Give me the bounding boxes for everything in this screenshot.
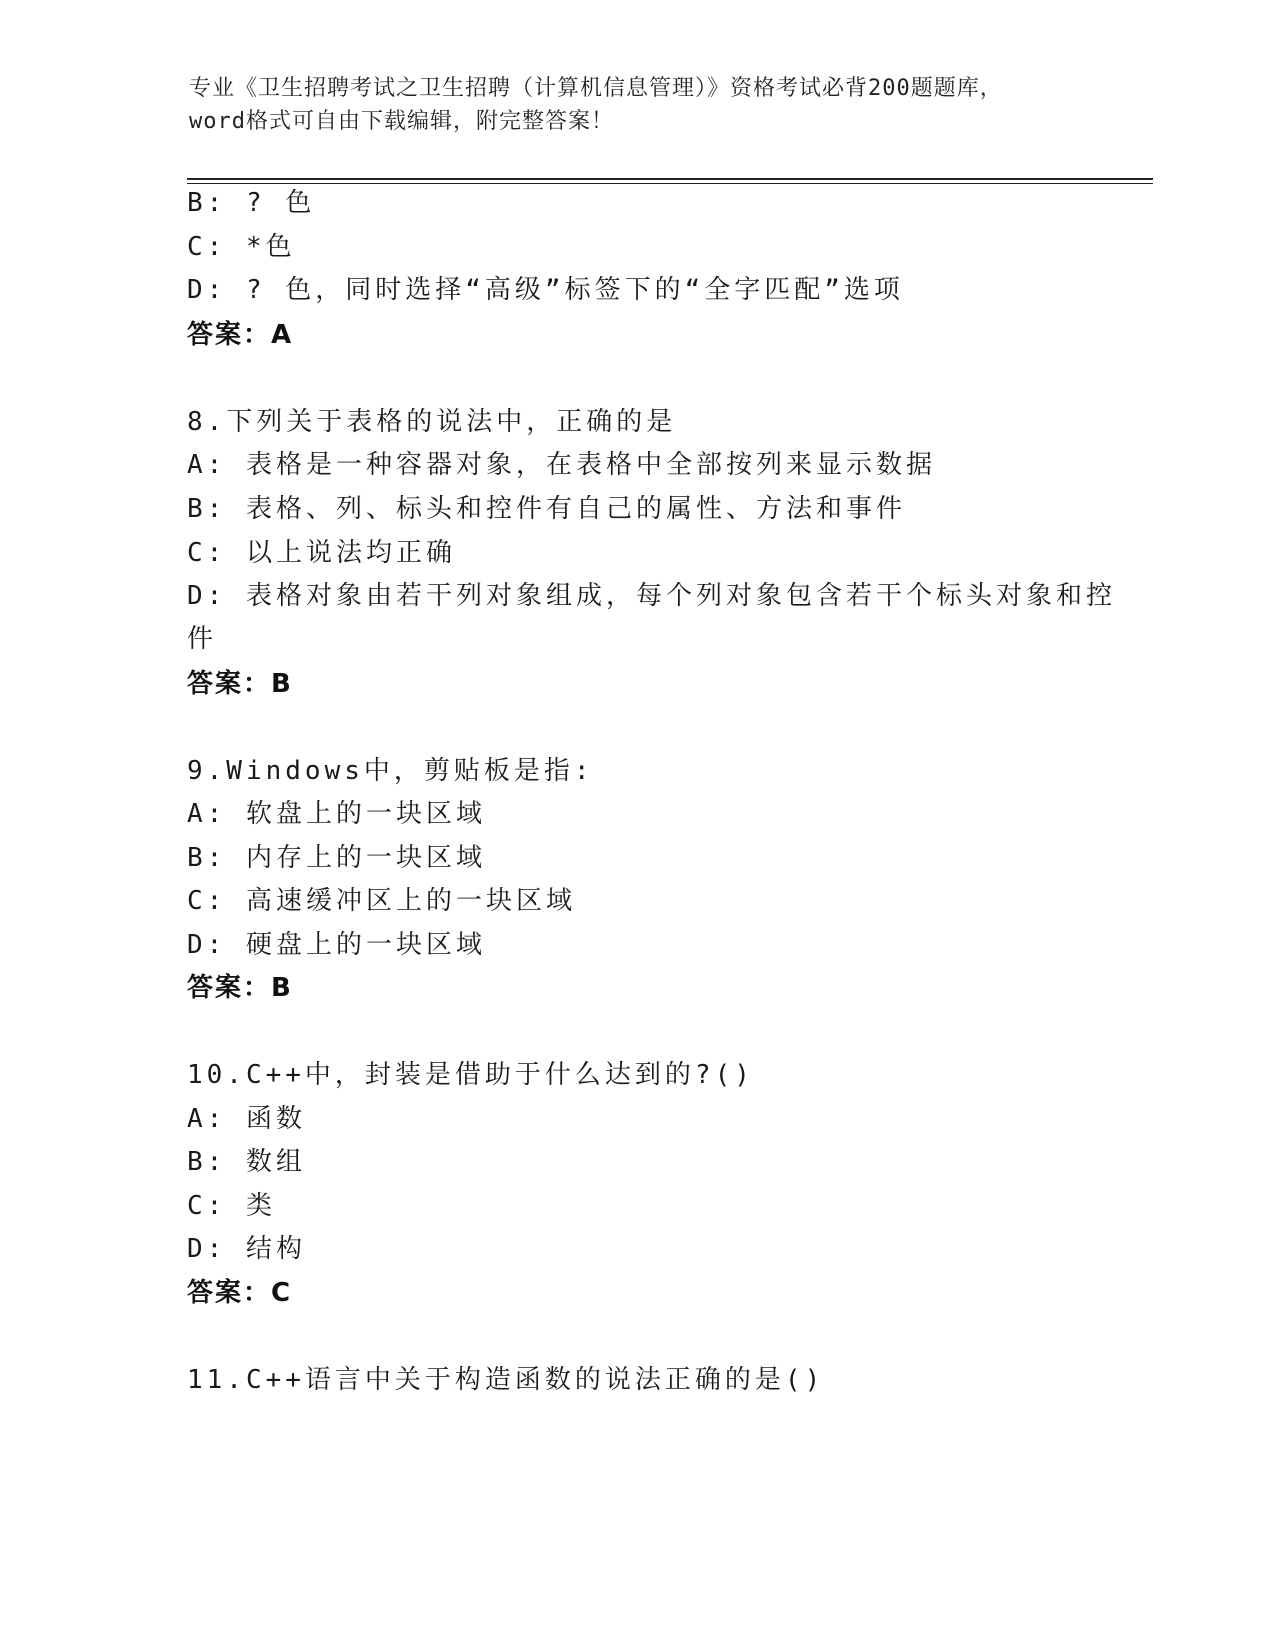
question-9-option-b: B: 内存上的一块区域 <box>187 843 486 873</box>
question-9-option-d: D: 硬盘上的一块区域 <box>187 930 486 960</box>
question-11-stem: 11.C++语言中关于构造函数的说法正确的是() <box>187 1365 825 1395</box>
question-8-option-b: B: 表格、列、标头和控件有自己的属性、方法和事件 <box>187 494 906 524</box>
question-10-answer: 答案：C <box>187 1278 293 1308</box>
document-header <box>189 72 1089 138</box>
question-9-stem: 9.Windows中，剪贴板是指: <box>187 756 594 786</box>
question-8-stem: 8.下列关于表格的说法中，正确的是 <box>187 407 677 437</box>
question-8-option-d-continued: 件 <box>187 624 218 654</box>
prev-option-d: D: ? 色，同时选择“高级”标签下的“全字匹配”选项 <box>187 275 904 305</box>
question-8-option-c: C: 以上说法均正确 <box>187 538 456 568</box>
prev-answer: 答案：A <box>187 320 294 350</box>
question-8-option-a: A: 表格是一种容器对象，在表格中全部按列来显示数据 <box>187 450 936 480</box>
question-10-stem: 10.C++中，封装是借助于什么达到的?() <box>187 1060 754 1090</box>
question-8-answer: 答案：B <box>187 669 293 699</box>
header-title-line-2: word格式可自由下载编辑，附完整答案！ <box>189 109 614 134</box>
prev-option-c: C: *色 <box>187 232 296 262</box>
header-title-line-1: 专业《卫生招聘考试之卫生招聘（计算机信息管理）》资格考试必背200题题库， <box>189 76 1003 101</box>
question-8-option-d: D: 表格对象由若干列对象组成，每个列对象包含若干个标头对象和控 <box>187 581 1116 611</box>
header-rule-thick <box>187 178 1153 180</box>
question-10-option-c: C: 类 <box>187 1191 276 1221</box>
header-rule-thin <box>187 183 1153 184</box>
question-10-option-b: B: 数组 <box>187 1147 306 1177</box>
prev-option-b: B: ? 色 <box>187 188 316 218</box>
question-9-answer: 答案：B <box>187 973 293 1003</box>
question-10-option-a: A: 函数 <box>187 1104 306 1134</box>
question-9-option-c: C: 高速缓冲区上的一块区域 <box>187 886 576 916</box>
question-9-option-a: A: 软盘上的一块区域 <box>187 799 486 829</box>
question-10-option-d: D: 结构 <box>187 1234 306 1264</box>
